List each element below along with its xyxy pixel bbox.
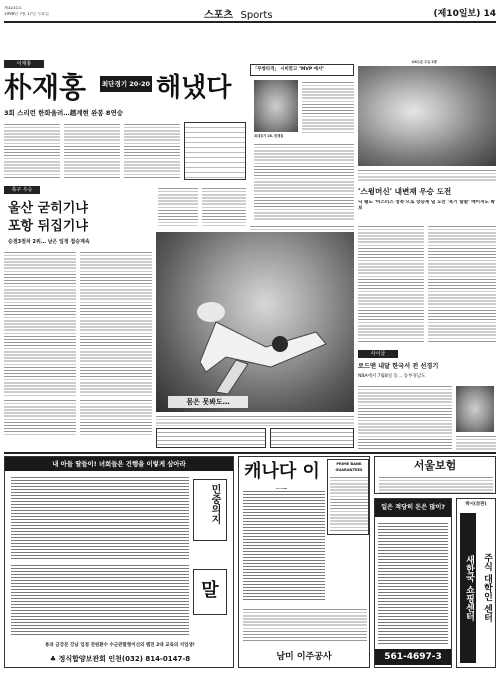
second-story xyxy=(4,186,154,396)
canada-ad-title: 캐나다 이 xyxy=(244,461,320,482)
edition-line-1: 제3235호 xyxy=(4,6,22,10)
lead-body-column-1 xyxy=(4,122,60,180)
lower-body-column-2 xyxy=(80,398,152,436)
lead-headline-name: 朴재홍 xyxy=(4,71,87,104)
lead-subhead: 3회 스리런 한화울려…趙계현 완봉 8연승 xyxy=(4,109,124,117)
photo-caption: 몸은 못봐도… xyxy=(168,396,248,408)
masthead xyxy=(4,4,496,34)
edition-line-2: 1998년 7월 17일 수요일 xyxy=(4,12,49,16)
left-ad-title-1: 민중의지 xyxy=(209,484,220,524)
interview-portrait xyxy=(254,80,298,132)
road-race-portrait xyxy=(456,386,494,432)
canada-ad-footer: 남미 이주공사 xyxy=(276,652,332,662)
lower-photo-caption xyxy=(156,414,354,426)
second-headline-1: 울산 굳히기냐 xyxy=(8,201,88,216)
canada-ad-body xyxy=(243,489,325,601)
prime-bank-box xyxy=(327,459,369,535)
baxi-ad-text-1: 새한국 쇼핑센터 xyxy=(460,513,476,663)
middle-body-column-1 xyxy=(158,186,198,226)
interview-label: 「무쌍타격」 시비맞고 "MVP 예서" xyxy=(250,64,354,76)
golf-story xyxy=(358,60,496,220)
golf-kicker: US오픈 우승 2명 xyxy=(412,60,437,64)
baxi-ad-text-2: 주식 대학인 센터 xyxy=(482,553,492,623)
road-race-story xyxy=(358,350,496,450)
player-leg xyxy=(216,360,248,394)
middle-body-column-2 xyxy=(202,186,246,226)
road-race-kicker: 사이클 xyxy=(358,350,398,358)
schedule-box xyxy=(270,428,354,448)
interview-body-right xyxy=(302,80,354,134)
left-ad-footer-2: ♣ 정식합양보관회 인천(032) 814-0147-8 xyxy=(49,655,191,663)
lead-story xyxy=(4,60,246,180)
center-right-body xyxy=(250,224,354,232)
road-race-body xyxy=(358,384,452,450)
money-ad-body xyxy=(378,521,448,645)
interview-byline: 최대공기 28. 한재홍 xyxy=(254,134,284,138)
golf-photo xyxy=(358,66,496,166)
canada-ad-info xyxy=(243,607,367,643)
section-title xyxy=(204,6,314,20)
ad-section-rule xyxy=(4,452,496,454)
road-race-headline: 로드맨 내달 한국서 전 선경기 xyxy=(358,363,439,370)
player-silhouette xyxy=(176,252,336,402)
money-ad-phone: 561-4697-3 xyxy=(375,649,451,665)
section-title-english: Sports xyxy=(240,10,273,21)
health-ad-body xyxy=(379,475,493,493)
left-ad-text-block-1 xyxy=(11,475,189,559)
second-subhead: 승점3점차 2위… 남은 일정 접승계속 xyxy=(8,239,90,245)
left-ad-title-2: 말 xyxy=(201,580,219,601)
road-race-subhead: NBA에서 7월8일 동… 동부경남도 xyxy=(358,374,426,379)
results-table xyxy=(156,428,266,448)
money-ad xyxy=(374,498,452,668)
left-ad-footer-1: 용과 금강문 강남 입점 전원환수 수군관할형이신의 랩전 2대 교육의 지입생! xyxy=(45,643,195,648)
right-body-column-1 xyxy=(358,224,424,344)
golf-subhead: 닉 팰도 '마스터스 정복'으로 상승세 덜 노만 '흑기 탈환' 메이저도 확보 xyxy=(358,200,495,211)
left-ad-title-box-1 xyxy=(193,479,227,541)
baseball-photo-frame xyxy=(156,232,354,412)
page-label: (제10일보) 14 xyxy=(433,9,496,19)
player-glove xyxy=(197,302,225,322)
section-title-korean: 스포츠 xyxy=(204,10,233,21)
second-headline-2: 포항 뒤집기냐 xyxy=(8,219,88,234)
left-ad-text-block-2 xyxy=(11,563,189,637)
golf-headline: '스윙머신' 내변재 우승 도전 xyxy=(358,187,452,196)
baxi-ad xyxy=(456,498,496,668)
second-body-column-1 xyxy=(4,250,76,396)
health-ad xyxy=(374,456,496,494)
baxi-ad-label: 박시(合판) xyxy=(465,502,487,507)
lower-body-column-1 xyxy=(4,398,76,436)
golf-photo-caption xyxy=(358,168,496,182)
lead-body-column-2 xyxy=(64,122,120,180)
right-body-column-2 xyxy=(428,224,496,344)
canada-ad xyxy=(238,456,370,668)
second-kicker: 축구 우승 xyxy=(4,186,40,194)
money-ad-headline: 일은 적당히 돈은 많이? xyxy=(375,499,451,517)
road-race-body-2 xyxy=(456,434,496,450)
second-body-column-2 xyxy=(80,250,152,396)
player-body xyxy=(200,322,326,372)
left-ad xyxy=(4,456,234,668)
lead-body-column-3 xyxy=(124,122,180,180)
lead-headline-tail: 해냈다 xyxy=(156,73,232,103)
lead-kicker: 이재홍 xyxy=(4,60,44,68)
health-ad-title: 서울보험 xyxy=(413,459,457,472)
masthead-rule xyxy=(4,21,496,23)
box-score-table xyxy=(184,122,246,180)
left-ad-title-box-2 xyxy=(193,569,227,615)
player-cap xyxy=(272,336,288,352)
lead-badge: 최단경기 20-20 xyxy=(100,76,152,92)
prime-bank-body xyxy=(330,475,368,533)
left-ad-banner: 내 아들 딸들이! 녀희들은 건행을 이렇게 삼아라 xyxy=(5,457,233,471)
interview-body xyxy=(254,142,354,220)
interview xyxy=(250,60,354,220)
prime-bank-title: PRIME BANK GUARANTEES xyxy=(335,462,363,472)
